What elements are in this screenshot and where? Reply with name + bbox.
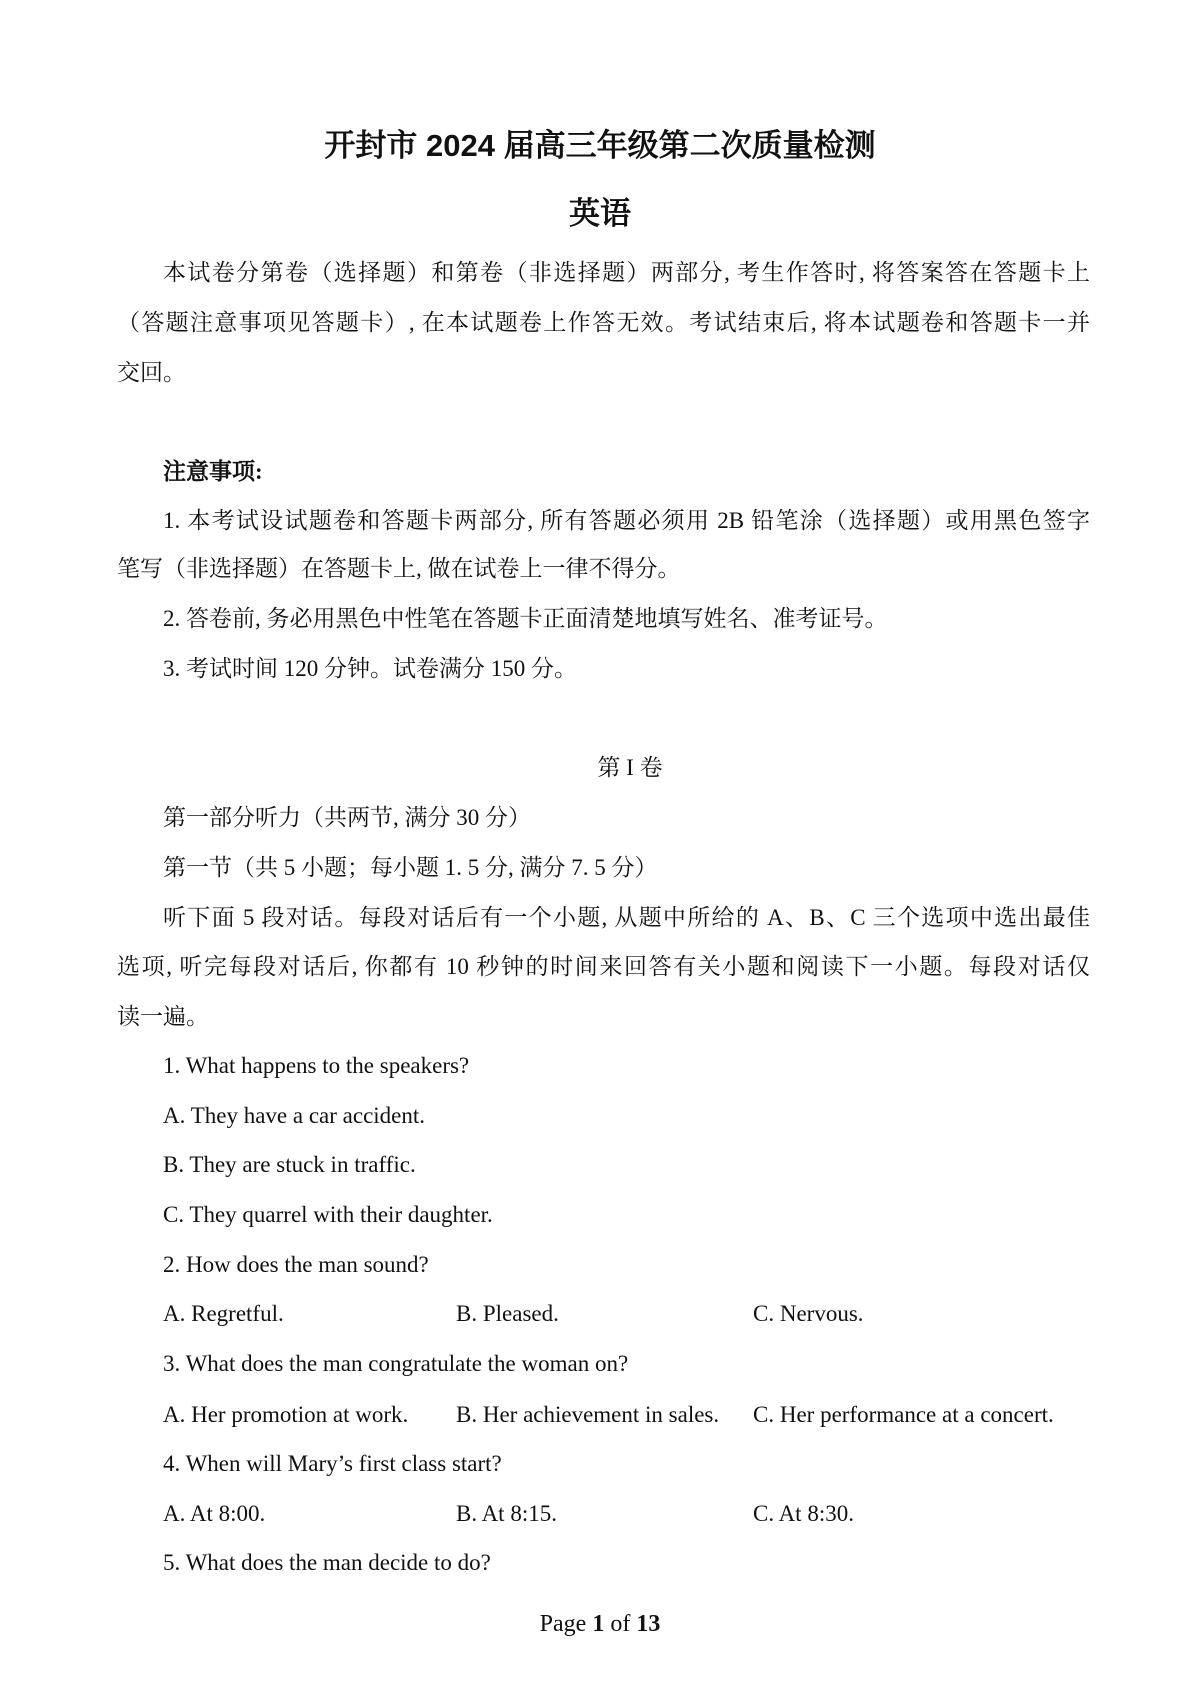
note-line: 1. 本考试设试题卷和答题卡两部分, 所有答题必须用 2B 铅笔涂（选择题）或用黑色签字: [163, 508, 1090, 533]
option-2b: B. Pleased.: [456, 1301, 559, 1326]
option-2a: A. Regretful.: [163, 1301, 284, 1326]
option-1b: B. They are stuck in traffic.: [163, 1152, 416, 1177]
instruction-line: 选项, 听完每段对话后, 你都有 10 秒钟的时间来回答有关小题和阅读下一小题。每段对话仅: [117, 954, 1090, 979]
intro-line: （答题注意事项见答题卡）, 在本试题卷上作答无效。考试结束后, 将本试题卷和答题卡一并: [117, 310, 1090, 335]
note-line: 3. 考试时间 120 分钟。试卷满分 150 分。: [163, 656, 577, 681]
page-of: of: [610, 1611, 631, 1637]
question-4: 4. When will Mary’s first class start?: [163, 1451, 502, 1476]
intro-line: 交回。: [117, 360, 186, 385]
part-heading: 第一部分听力（共两节, 满分 30 分）: [163, 805, 531, 830]
instruction-line: 听下面 5 段对话。每段对话后有一个小题, 从题中所给的 A、B、C 三个选项中选出最佳: [163, 905, 1090, 930]
question-1: 1. What happens to the speakers?: [163, 1053, 470, 1078]
option-3b: B. Her achievement in sales.: [456, 1402, 720, 1427]
option-3c: C. Her performance at a concert.: [753, 1402, 1054, 1427]
instruction-line: 读一遍。: [117, 1004, 209, 1029]
intro-line: 本试卷分第卷（选择题）和第卷（非选择题）两部分, 考生作答时, 将答案答在答题卡上: [163, 260, 1090, 285]
volume-heading: 第 I 卷: [597, 755, 663, 780]
note-line: 笔写（非选择题）在答题卡上, 做在试卷上一律不得分。: [117, 556, 681, 581]
option-3a: A. Her promotion at work.: [163, 1402, 409, 1427]
option-4c: C. At 8:30.: [753, 1501, 854, 1526]
page-current: 1: [592, 1611, 605, 1637]
option-1a: A. They have a car accident.: [163, 1103, 426, 1128]
question-2: 2. How does the man sound?: [163, 1252, 429, 1277]
option-4a: A. At 8:00.: [163, 1501, 266, 1526]
page-total: 13: [636, 1611, 661, 1637]
option-1c: C. They quarrel with their daughter.: [163, 1202, 493, 1227]
option-4b: B. At 8:15.: [456, 1501, 557, 1526]
exam-title: 开封市 2024 届高三年级第二次质量检测: [324, 128, 876, 163]
note-line: 2. 答卷前, 务必用黑色中性笔在答题卡正面清楚地填写姓名、准考证号。: [163, 606, 888, 631]
notes-heading: 注意事项:: [163, 459, 263, 484]
page-label: Page: [539, 1611, 587, 1637]
subject-title: 英语: [569, 196, 631, 231]
question-3: 3. What does the man congratulate the woman on?: [163, 1351, 629, 1376]
question-5: 5. What does the man decide to do?: [163, 1550, 491, 1575]
page-footer: [0, 1609, 1200, 1639]
section-heading: 第一节（共 5 小题；每小题 1. 5 分, 满分 7. 5 分）: [163, 855, 658, 880]
option-2c: C. Nervous.: [753, 1301, 864, 1326]
